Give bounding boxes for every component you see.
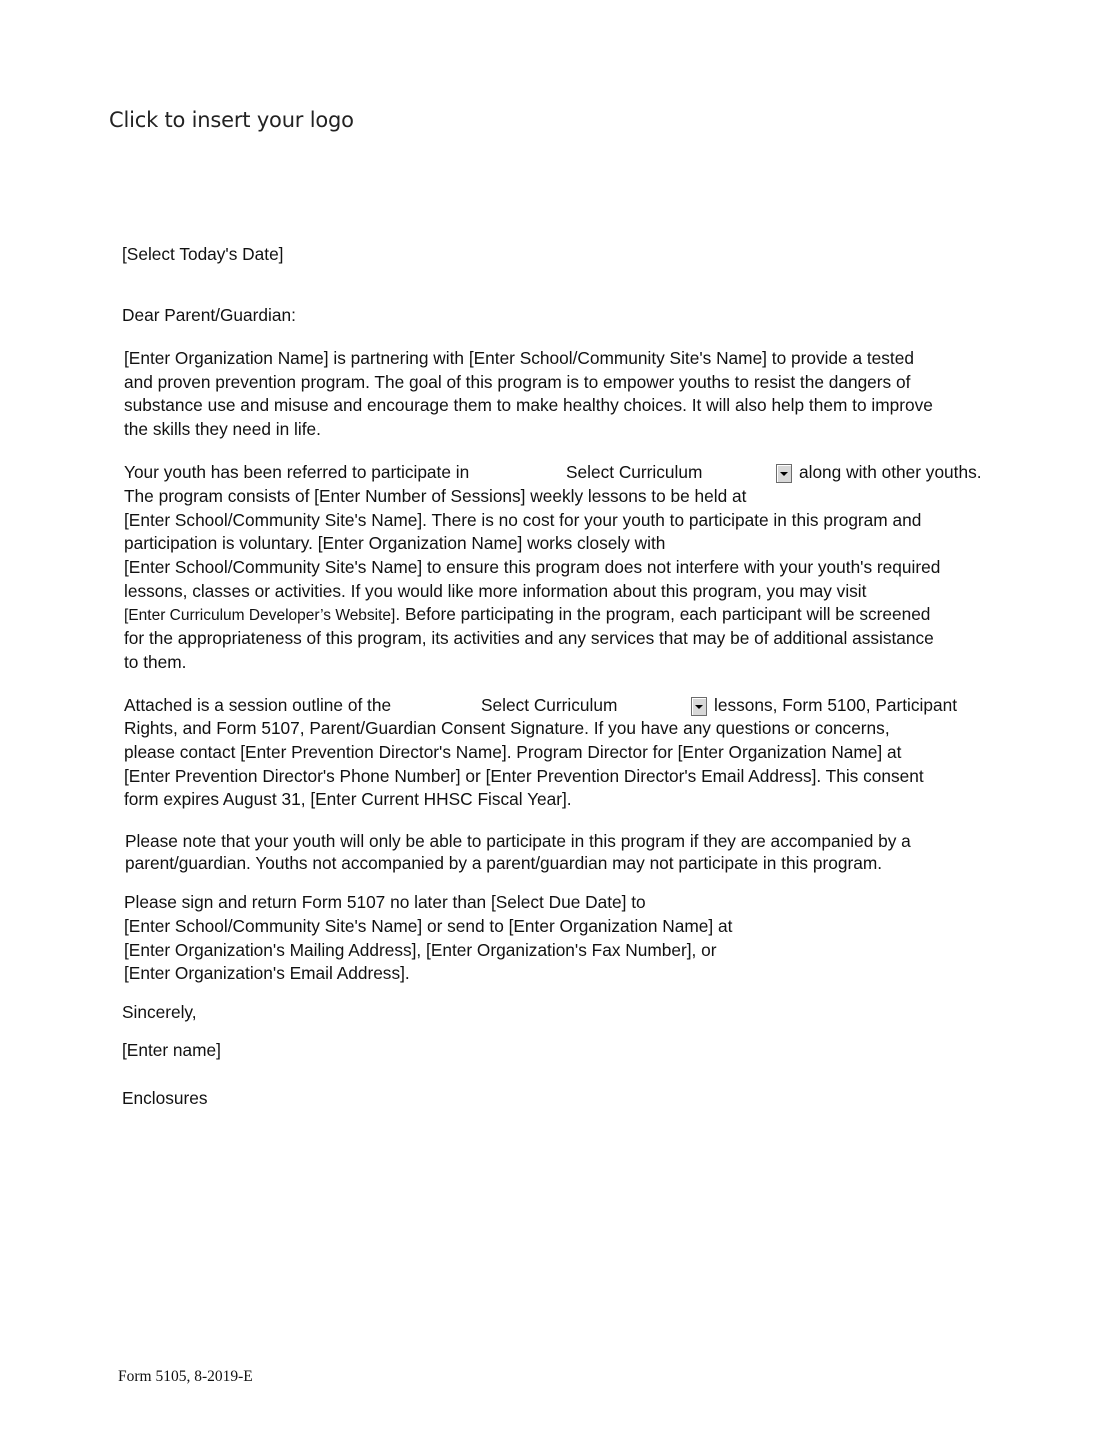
enclosures-label: Enclosures [122, 1088, 208, 1108]
paragraph-line: The program consists of [Enter Number of Sessions] weekly lessons to be held at [124, 486, 747, 506]
paragraph-line: participation is voluntary. [Enter Organization Name] works closely with [124, 533, 666, 553]
curriculum-select-2[interactable]: Select Curriculum [481, 695, 618, 715]
salutation: Dear Parent/Guardian: [122, 305, 296, 325]
paragraph-line: Please note that your youth will only be able to participate in this program if they are accompanied by a [125, 831, 911, 851]
website-field[interactable]: [Enter Curriculum Developer’s Website] [124, 607, 396, 624]
paragraph-line: Rights, and Form 5107, Parent/Guardian Consent Signature. If you have any questions or concerns, [124, 718, 890, 738]
closing: Sincerely, [122, 1002, 197, 1022]
paragraph-line: [Enter School/Community Site's Name]. There is no cost for your youth to participate in this program and [124, 510, 922, 530]
paragraph-line: Your youth has been referred to participate in [124, 462, 470, 482]
paragraph-line: for the appropriateness of this program, its activities and any services that may be of additional assistance [124, 628, 934, 648]
paragraph-line: the skills they need in life. [124, 419, 321, 439]
dropdown-arrow-icon[interactable] [691, 697, 707, 716]
paragraph-line: to them. [124, 652, 187, 672]
paragraph-line: and proven prevention program. The goal of this program is to empower youths to resist the dangers of [124, 372, 911, 392]
paragraph-line: lessons, classes or activities. If you would like more information about this program, you may visit [124, 581, 867, 601]
signer-name-field[interactable]: [Enter name] [122, 1040, 221, 1060]
date-field[interactable]: [Select Today's Date] [122, 244, 284, 264]
paragraph-line: please contact [Enter Prevention Director's Name]. Program Director for [Enter Organization Name] at [124, 742, 902, 762]
logo-placeholder[interactable]: Click to insert your logo [109, 108, 354, 132]
paragraph-line: along with other youths. [799, 462, 982, 482]
paragraph-line: [Enter School/Community Site's Name] or send to [Enter Organization Name] at [124, 916, 733, 936]
paragraph-line: Please sign and return Form 5107 no later than [Select Due Date] to [124, 892, 646, 912]
paragraph-line: parent/guardian. Youths not accompanied by a parent/guardian may not participate in this program. [125, 853, 883, 873]
paragraph-line: [Enter Organization's Mailing Address], [Enter Organization's Fax Number], or [124, 940, 717, 960]
paragraph-line: form expires August 31, [Enter Current HHSC Fiscal Year]. [124, 789, 572, 809]
paragraph-line: [Enter Organization's Email Address]. [124, 963, 410, 983]
paragraph-line: substance use and misuse and encourage them to make healthy choices. It will also help them to improve [124, 395, 933, 415]
paragraph-text: . Before participating in the program, each participant will be screened [395, 604, 931, 624]
paragraph-line: Attached is a session outline of the [124, 695, 392, 715]
paragraph-line: [Enter School/Community Site's Name] to ensure this program does not interfere with your youth's required [124, 557, 941, 577]
paragraph-line [124, 603, 930, 627]
dropdown-arrow-icon[interactable] [776, 464, 792, 483]
paragraph-line: [Enter Prevention Director's Phone Number] or [Enter Prevention Director's Email Address]. This consent [124, 766, 924, 786]
curriculum-select-1[interactable]: Select Curriculum [566, 462, 703, 482]
paragraph-line: [Enter Organization Name] is partnering with [Enter School/Community Site's Name] to provide a tested [124, 348, 914, 368]
form-footer: Form 5105, 8-2019-E [118, 1368, 253, 1385]
paragraph-line: lessons, Form 5100, Participant [714, 695, 958, 715]
